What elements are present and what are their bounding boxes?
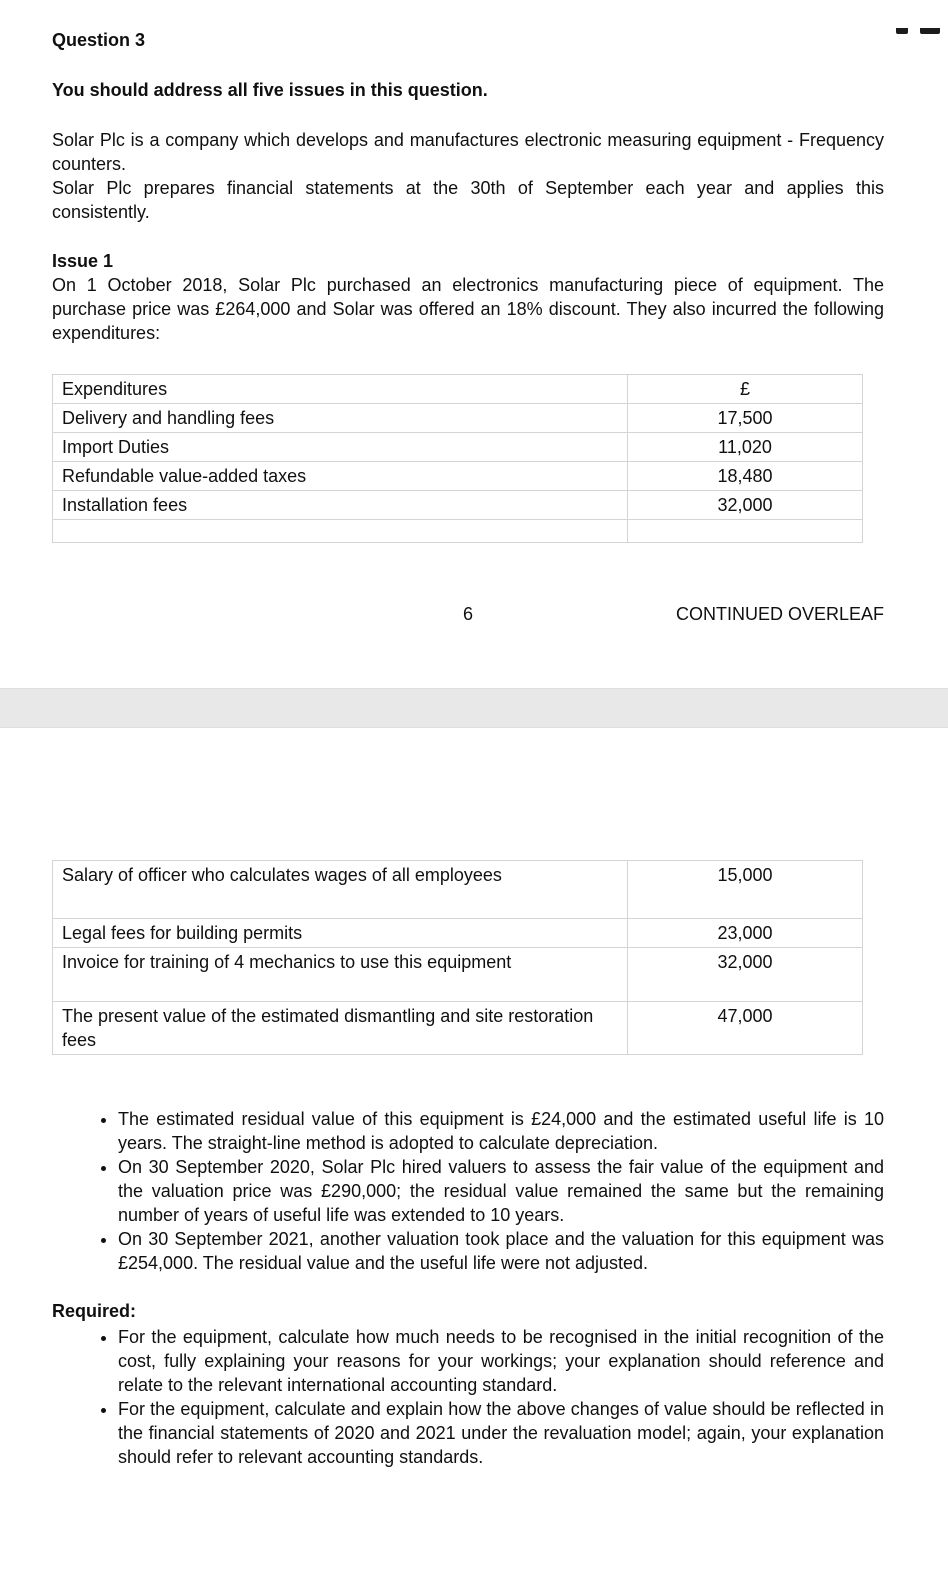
expense-label-cell: Invoice for training of 4 mechanics to use this equipment [53, 948, 628, 1002]
page-break-divider [0, 688, 948, 728]
list-item: • For the equipment, calculate and explain how the above changes of value should be reflected in the financial statements of 2020 and 2021 under the revaluation model; again, your explanation should refer to relevant accounting standards. [118, 1397, 884, 1469]
table-row [53, 462, 863, 491]
expense-value-cell: 17,500 [628, 404, 863, 433]
exam-document [0, 28, 948, 1467]
currency-header-cell: £ [628, 375, 863, 404]
continued-overleaf-label: CONTINUED OVERLEAF [675, 604, 884, 624]
page-footer [52, 602, 884, 626]
expense-label-cell: Import Duties [53, 433, 628, 462]
intro-sentence-1: Solar Plc is a company which develops and manufactures electronic measuring equipment - Frequency counters. [52, 130, 884, 174]
issue-1-heading: Issue 1 [52, 251, 114, 271]
expense-label-cell: Delivery and handling fees [53, 404, 628, 433]
expenditures-header-cell: Expenditures [53, 375, 628, 404]
expense-value-cell: 32,000 [628, 491, 863, 520]
page-corner-artifact [896, 28, 940, 35]
table-row [53, 948, 863, 1002]
table-row [53, 861, 863, 919]
list-item: • The estimated residual value of this equipment is £24,000 and the estimated useful life is 10 years. The straight-line method is adopted to calculate depreciation. [118, 1107, 884, 1155]
table-header-row [53, 375, 863, 404]
table-row [53, 1002, 863, 1055]
expenditures-table [52, 374, 863, 543]
question-title: Question 3 [52, 30, 146, 50]
table-row [53, 433, 863, 462]
table-row [53, 404, 863, 433]
expense-label-cell: Legal fees for building permits [53, 919, 628, 948]
empty-cell [628, 520, 863, 543]
table-empty-row [53, 520, 863, 543]
expense-label-cell: Refundable value-added taxes [53, 462, 628, 491]
expense-value-cell: 23,000 [628, 919, 863, 948]
issue-1-bullet-list [52, 1107, 884, 1275]
list-item: • On 30 September 2021, another valuation took place and the valuation for this equipment was £254,000. The residual value and the useful life were not adjusted. [118, 1227, 884, 1275]
expense-value-cell: 18,480 [628, 462, 863, 491]
expense-label-cell: Salary of officer who calculates wages of all employees [53, 861, 628, 919]
page-1 [0, 28, 948, 688]
intro-sentence-2: Solar Plc prepares financial statements at the 30th of September each year and applies this consistently. [52, 178, 884, 222]
page-number: 6 [462, 604, 473, 624]
required-heading: Required: [52, 1301, 137, 1321]
expense-value-cell: 15,000 [628, 861, 863, 919]
intro-paragraph [52, 128, 884, 224]
list-item: • For the equipment, calculate how much needs to be recognised in the initial recognition of the cost, fully explaining your reasons for your workings; your explanation should reference and relate to the relevant international accounting standard. [118, 1325, 884, 1397]
expense-label-cell: Installation fees [53, 491, 628, 520]
expense-label-cell: The present value of the estimated dismantling and site restoration fees [53, 1002, 628, 1055]
issue-1-body: On 1 October 2018, Solar Plc purchased an electronics manufacturing piece of equipment. The purchase price was £264,000 and Solar was offered an 18% discount. They also incurred the following expenditures: [52, 275, 884, 343]
table-row [53, 491, 863, 520]
list-item: • On 30 September 2020, Solar Plc hired valuers to assess the fair value of the equipment and the valuation price was £290,000; the residual value remained the same but the remaining number of years of useful life was extended to 10 years. [118, 1155, 884, 1227]
expense-value-cell: 11,020 [628, 433, 863, 462]
empty-cell [53, 520, 628, 543]
expenditures-table-continued [52, 860, 863, 1055]
required-bullet-list [52, 1325, 884, 1469]
expense-value-cell: 47,000 [628, 1002, 863, 1055]
page-2 [0, 860, 948, 1582]
expense-value-cell: 32,000 [628, 948, 863, 1002]
table-row [53, 919, 863, 948]
question-instruction: You should address all five issues in this question. [52, 80, 488, 100]
